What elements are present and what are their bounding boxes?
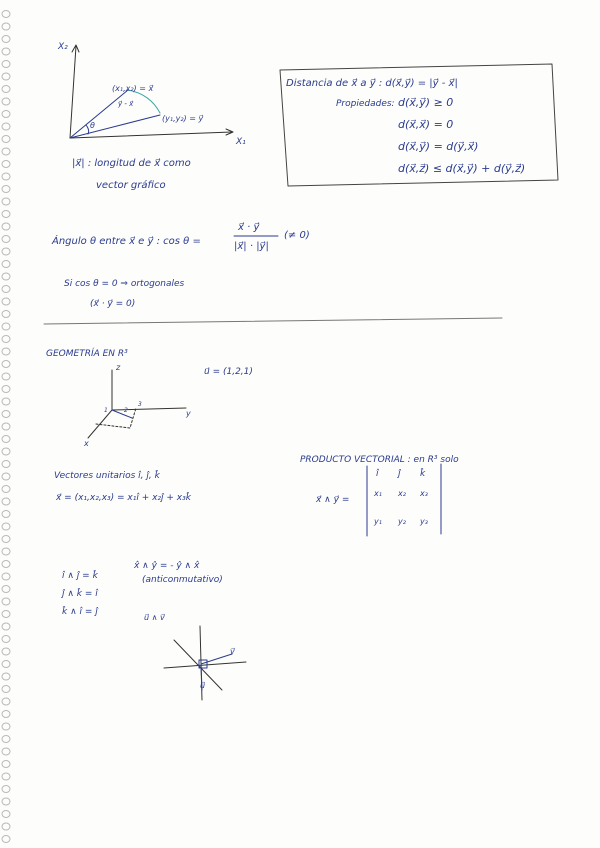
binding-ring bbox=[2, 186, 10, 193]
properties-label: Propiedades: bbox=[336, 99, 395, 109]
distance-title: Distancia de x⃗ a y⃗ : d(x⃗,y⃗) = |y⃗ - x⃗| bbox=[286, 78, 458, 89]
binding-ring bbox=[2, 698, 10, 705]
diagram-diagonal-axis bbox=[174, 640, 222, 690]
tick-3-label: 3 bbox=[138, 401, 142, 408]
binding-ring bbox=[2, 236, 10, 243]
binding-ring bbox=[2, 436, 10, 443]
binding-ring bbox=[2, 561, 10, 568]
binding-ring bbox=[2, 648, 10, 655]
det-r2-c1: x₁ bbox=[374, 489, 382, 498]
binding-ring bbox=[2, 486, 10, 493]
binding-ring bbox=[2, 373, 10, 380]
distance-box bbox=[280, 64, 558, 186]
section-divider bbox=[44, 318, 502, 324]
identity-3: k̂ ∧ î = ĵ bbox=[62, 607, 98, 617]
vector-v-line bbox=[201, 654, 232, 664]
binding-ring bbox=[2, 448, 10, 455]
cross-product-lhs: x⃗ ∧ y⃗ = bbox=[316, 495, 350, 505]
binding-ring bbox=[2, 148, 10, 155]
binding-ring bbox=[2, 423, 10, 430]
binding-ring bbox=[2, 711, 10, 718]
orthogonal-condition: (x⃗ · y⃗ = 0) bbox=[90, 299, 136, 309]
binding-ring bbox=[2, 461, 10, 468]
anticommutative-label: (anticonmutativo) bbox=[142, 575, 223, 585]
norm-note-line1: |x⃗| : longitud de x⃗ como bbox=[72, 158, 191, 169]
binding-ring bbox=[2, 736, 10, 743]
binding-ring bbox=[2, 248, 10, 255]
binding-ring bbox=[2, 661, 10, 668]
axis-z-label: z bbox=[116, 363, 121, 372]
binding-ring bbox=[2, 536, 10, 543]
det-r2-c2: x₂ bbox=[398, 489, 406, 498]
property-3: d(x⃗,y⃗) = d(y⃗,x⃗) bbox=[398, 140, 479, 153]
det-r3-c3: y₃ bbox=[420, 517, 428, 526]
point-y-label: (y₁,y₂) = y⃗ bbox=[162, 114, 204, 123]
binding-ring bbox=[2, 298, 10, 305]
binding-ring bbox=[2, 523, 10, 530]
binding-ring bbox=[2, 723, 10, 730]
tick-1-label: 1 bbox=[104, 407, 108, 414]
binding-ring bbox=[2, 798, 10, 805]
binding-ring bbox=[2, 136, 10, 143]
difference-label: y⃗ - x⃗ bbox=[118, 100, 134, 108]
vector-u-line bbox=[112, 410, 132, 418]
vector-diagram-2d bbox=[57, 42, 246, 191]
binding-ring bbox=[2, 261, 10, 268]
geometry-heading: GEOMETRÍA EN R³ bbox=[46, 349, 128, 359]
binding-ring bbox=[2, 161, 10, 168]
angle-lhs: Ángulo θ entre x⃗ e y⃗ : cos θ = bbox=[52, 236, 201, 247]
diagram-top-label: u⃗ ∧ v⃗ bbox=[144, 613, 165, 622]
unit-vectors bbox=[54, 469, 192, 503]
projection-lines bbox=[96, 408, 136, 428]
binding-ring bbox=[2, 673, 10, 680]
binding-ring bbox=[2, 411, 10, 418]
unit-vectors-formula: x⃗ = (x₁,x₂,x₃) = x₁î + x₂ĵ + x₃k̂ bbox=[56, 493, 191, 503]
axis-y-label: X₂ bbox=[58, 42, 68, 52]
binding-ring bbox=[2, 611, 10, 618]
angle-numerator: x⃗ · y⃗ bbox=[238, 222, 260, 233]
binding-ring bbox=[2, 548, 10, 555]
binding-ring bbox=[2, 123, 10, 130]
binding-ring bbox=[2, 111, 10, 118]
binding-ring bbox=[2, 498, 10, 505]
binding-ring bbox=[2, 98, 10, 105]
binding-ring bbox=[2, 398, 10, 405]
binding-ring bbox=[2, 286, 10, 293]
binding-ring bbox=[2, 273, 10, 280]
norm-note-line2: vector gráfico bbox=[96, 180, 166, 191]
binding-ring bbox=[2, 473, 10, 480]
binding-ring bbox=[2, 586, 10, 593]
det-r1-c1: î bbox=[376, 469, 379, 479]
binding-ring bbox=[2, 773, 10, 780]
angle-condition: (≠ 0) bbox=[284, 230, 310, 241]
identities bbox=[60, 560, 246, 700]
binding-ring bbox=[2, 386, 10, 393]
binding-ring bbox=[2, 11, 10, 18]
angle-denominator: |x⃗| · |y⃗| bbox=[234, 241, 269, 252]
orthogonal-line: Si cos θ = 0 ⇒ ortogonales bbox=[64, 279, 185, 289]
binding-ring bbox=[2, 173, 10, 180]
det-r1-c2: ĵ bbox=[398, 469, 401, 479]
binding-ring bbox=[2, 348, 10, 355]
geometry-r3 bbox=[46, 347, 253, 448]
binding-ring bbox=[2, 623, 10, 630]
binding-ring bbox=[2, 598, 10, 605]
binding-ring bbox=[2, 786, 10, 793]
binding-ring bbox=[2, 211, 10, 218]
binding-ring bbox=[2, 836, 10, 843]
binding-ring bbox=[2, 811, 10, 818]
x-axis-line bbox=[70, 132, 232, 138]
property-1: d(x⃗,y⃗) ≥ 0 bbox=[398, 96, 454, 109]
spiral-binding bbox=[2, 11, 10, 843]
angle-arc bbox=[86, 125, 89, 134]
angle-section bbox=[51, 222, 310, 309]
binding-ring bbox=[2, 86, 10, 93]
binding-ring bbox=[2, 686, 10, 693]
binding-ring bbox=[2, 748, 10, 755]
cross-product bbox=[300, 455, 459, 536]
y-axis-line bbox=[70, 46, 76, 138]
binding-ring bbox=[2, 198, 10, 205]
property-4: d(x⃗,z⃗) ≤ d(x⃗,y⃗) + d(y⃗,z⃗) bbox=[398, 162, 526, 175]
binding-ring bbox=[2, 573, 10, 580]
axis-y3-label: y bbox=[186, 409, 191, 418]
binding-ring bbox=[2, 61, 10, 68]
unit-vectors-title: Vectores unitarios î, ĵ, k̂ bbox=[54, 471, 160, 481]
tick-2-label: 2 bbox=[124, 407, 128, 414]
binding-ring bbox=[2, 323, 10, 330]
binding-ring bbox=[2, 73, 10, 80]
identity-2: ĵ ∧ k̂ = î bbox=[62, 589, 98, 599]
binding-ring bbox=[2, 511, 10, 518]
det-r3-c2: y₂ bbox=[398, 517, 406, 526]
identity-1: î ∧ ĵ = k̂ bbox=[62, 571, 98, 581]
binding-ring bbox=[2, 48, 10, 55]
property-2: d(x⃗,x⃗) = 0 bbox=[398, 118, 454, 131]
diagram-bottom-label: u⃗ bbox=[200, 681, 206, 690]
binding-ring bbox=[2, 36, 10, 43]
axis-x3-label: x bbox=[84, 439, 89, 448]
angle-label: θ bbox=[90, 121, 95, 130]
binding-ring bbox=[2, 223, 10, 230]
binding-ring bbox=[2, 823, 10, 830]
det-r3-c1: y₁ bbox=[374, 517, 382, 526]
diagram-right-label: v⃗ bbox=[230, 647, 235, 656]
binding-ring bbox=[2, 636, 10, 643]
binding-ring bbox=[2, 761, 10, 768]
axis-x-label: X₁ bbox=[236, 137, 246, 147]
det-r1-c3: k̂ bbox=[420, 469, 426, 479]
binding-ring bbox=[2, 23, 10, 30]
det-r2-c3: x₃ bbox=[420, 489, 428, 498]
cross-product-title: PRODUCTO VECTORIAL : en R³ solo bbox=[300, 455, 459, 465]
point-u-label: u⃗ = (1,2,1) bbox=[204, 367, 253, 377]
anticommutative-formula: x̂ ∧ ŷ = - ŷ ∧ x̂ bbox=[134, 561, 200, 571]
binding-ring bbox=[2, 311, 10, 318]
point-x-label: (x₁,x₂) = x⃗ bbox=[112, 84, 154, 93]
binding-ring bbox=[2, 336, 10, 343]
binding-ring bbox=[2, 361, 10, 368]
